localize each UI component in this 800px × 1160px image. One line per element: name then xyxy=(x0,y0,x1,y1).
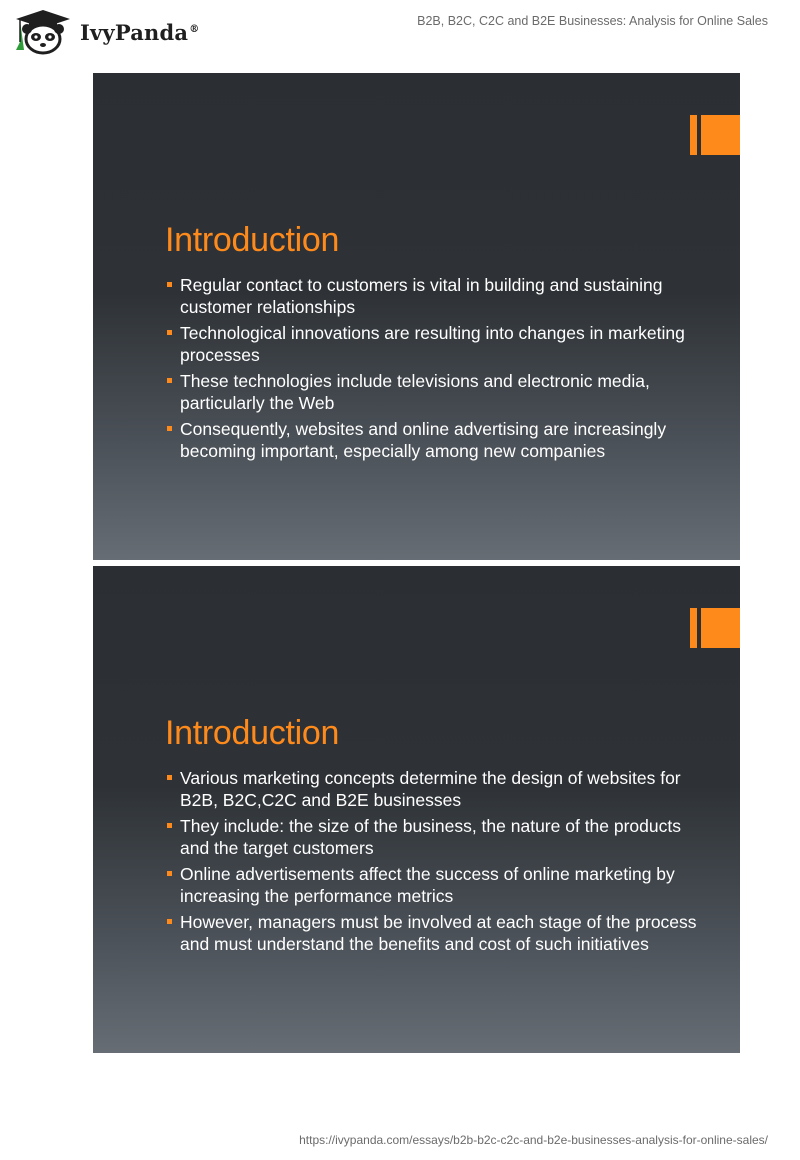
slide-title: Introduction xyxy=(165,221,340,259)
source-url-link[interactable]: https://ivypanda.com/essays/b2b-b2c-c2c-and-b2e-businesses-analysis-for-online-sales/ xyxy=(299,1133,768,1147)
bullet-item: They include: the size of the business, the nature of the products and the target customers xyxy=(167,815,707,859)
brand-name: IvyPanda® xyxy=(80,19,200,45)
bullet-item: Regular contact to customers is vital in building and sustaining customer relationships xyxy=(167,274,707,318)
bullet-item: These technologies include televisions and electronic media, particularly the Web xyxy=(167,370,707,414)
bullet-item: Various marketing concepts determine the design of websites for B2B, B2C,C2C and B2E businesses xyxy=(167,767,707,811)
bullet-item: Online advertisements affect the success of online marketing by increasing the performance metrics xyxy=(167,863,707,907)
bullet-item: Technological innovations are resulting into changes in marketing processes xyxy=(167,322,707,366)
accent-block xyxy=(701,115,740,155)
bullet-list xyxy=(167,767,707,959)
bullet-list xyxy=(167,274,707,466)
slide-2 xyxy=(93,566,740,1053)
panda-graduate-icon xyxy=(14,8,72,56)
ivypanda-logo[interactable] xyxy=(14,8,199,56)
accent-block xyxy=(701,608,740,648)
accent-bar xyxy=(690,115,697,155)
bullet-item: However, managers must be involved at each stage of the process and must understand the benefits and cost of such initiatives xyxy=(167,911,707,955)
page-header xyxy=(0,0,800,64)
bullet-item: Consequently, websites and online advertising are increasingly becoming important, especially among new companies xyxy=(167,418,707,462)
document-title: B2B, B2C, C2C and B2E Businesses: Analysis for Online Sales xyxy=(417,14,768,28)
slide-1 xyxy=(93,73,740,560)
slide-title: Introduction xyxy=(165,714,340,752)
accent-bar xyxy=(690,608,697,648)
